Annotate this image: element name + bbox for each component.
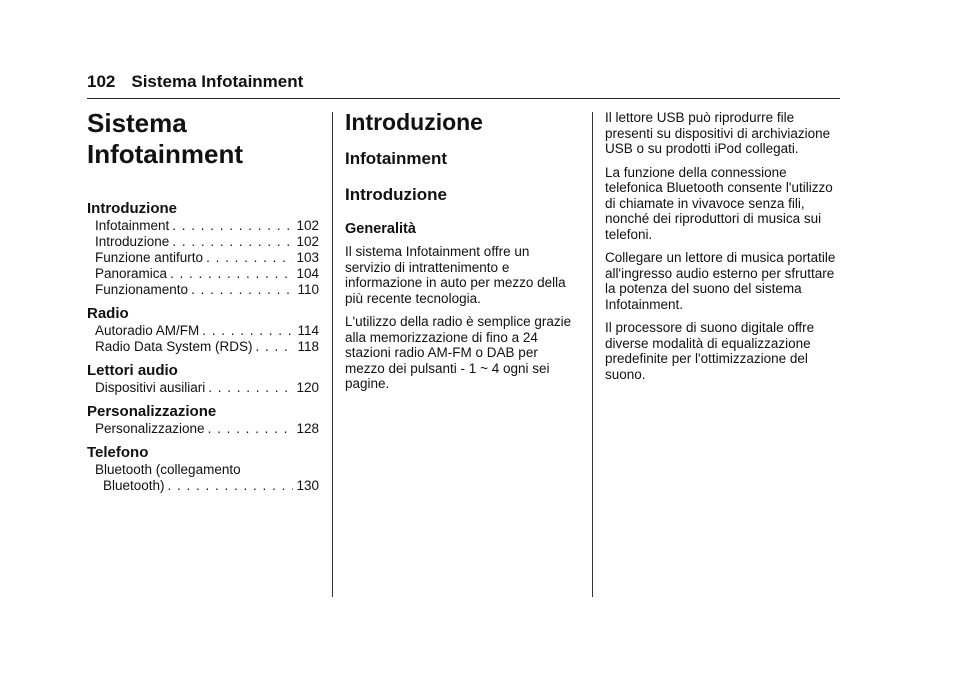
subsection-title: Introduzione [345, 185, 447, 204]
toc-entry[interactable]: Bluetooth) . . . 130 [87, 478, 319, 494]
section-title: Introduzione [345, 109, 483, 135]
toc-title: Sistema Infotainment [87, 108, 243, 169]
paragraph: Il lettore USB può riprodurre file presenti su dispositivi di archiviazione USB o su prodotti iPod collegati. [605, 110, 831, 156]
page-header [87, 72, 840, 99]
toc-entry[interactable]: Infotainment . . . 102 [87, 218, 319, 234]
toc-entry[interactable]: Dispositivi ausiliari . . . 120 [87, 380, 319, 396]
toc-entry[interactable]: Personalizzazione . . . 128 [87, 421, 319, 437]
toc-entry-line1[interactable]: Bluetooth (collegamento [95, 462, 241, 477]
paragraph: Collegare un lettore di musica portatile all'ingresso audio esterno per sfruttare la potenza del suono del sistema Infotainment. [605, 250, 836, 312]
paragraph: Il processore di suono digitale offre diverse modalità di equalizzazione predefinite per l'ottimizzazione del suono. [605, 320, 815, 382]
column-divider [332, 112, 333, 597]
toc-heading: Personalizzazione [87, 403, 217, 420]
toc-entry[interactable]: Panoramica . . . 104 [87, 266, 319, 282]
paragraph: La funzione della connessione telefonica Bluetooth consente l'utilizzo di chiamate in vivavoce senza fili, nonché dei riproduttori di musica sui telefoni. [605, 164, 833, 242]
toc-group-radio [87, 305, 319, 355]
toc-column [87, 108, 319, 501]
toc-group-introduzione [87, 200, 319, 298]
page-number: 102 [87, 72, 116, 91]
toc-heading: Radio [87, 305, 129, 322]
subsection-title: Infotainment [345, 149, 447, 168]
middle-column [345, 108, 577, 400]
toc-heading: Introduzione [87, 200, 177, 217]
toc-group-telefono [87, 444, 319, 494]
toc-entry[interactable]: Radio Data System (RDS) . . . 118 [87, 339, 319, 355]
column-divider [592, 112, 593, 597]
toc-entry[interactable]: Introduzione . . . 102 [87, 234, 319, 250]
paragraph: L'utilizzo della radio è semplice grazie alla memorizzazione di fino a 24 stazioni radio AM-FM o DAB per mezzo dei pulsanti - 1 ~ 4 ogni sei pagine. [345, 314, 572, 391]
topic-title: Generalità [345, 221, 416, 237]
right-column [605, 110, 841, 390]
toc-entry[interactable]: Autoradio AM/FM . . . 114 [87, 323, 319, 339]
toc-entry[interactable]: Funzione antifurto . . . 103 [87, 250, 319, 266]
paragraph: Il sistema Infotainment offre un servizio di intrattenimento e informazione in auto per mezzo della più recente tecnologia. [345, 244, 566, 306]
chapter-title: Sistema Infotainment [131, 72, 304, 91]
toc-heading: Lettori audio [87, 362, 178, 379]
toc-entry[interactable]: Funzionamento . . . 110 [87, 282, 319, 298]
toc-group-personalizzazione [87, 403, 319, 437]
toc-heading: Telefono [87, 444, 149, 461]
toc-group-lettori-audio [87, 362, 319, 396]
